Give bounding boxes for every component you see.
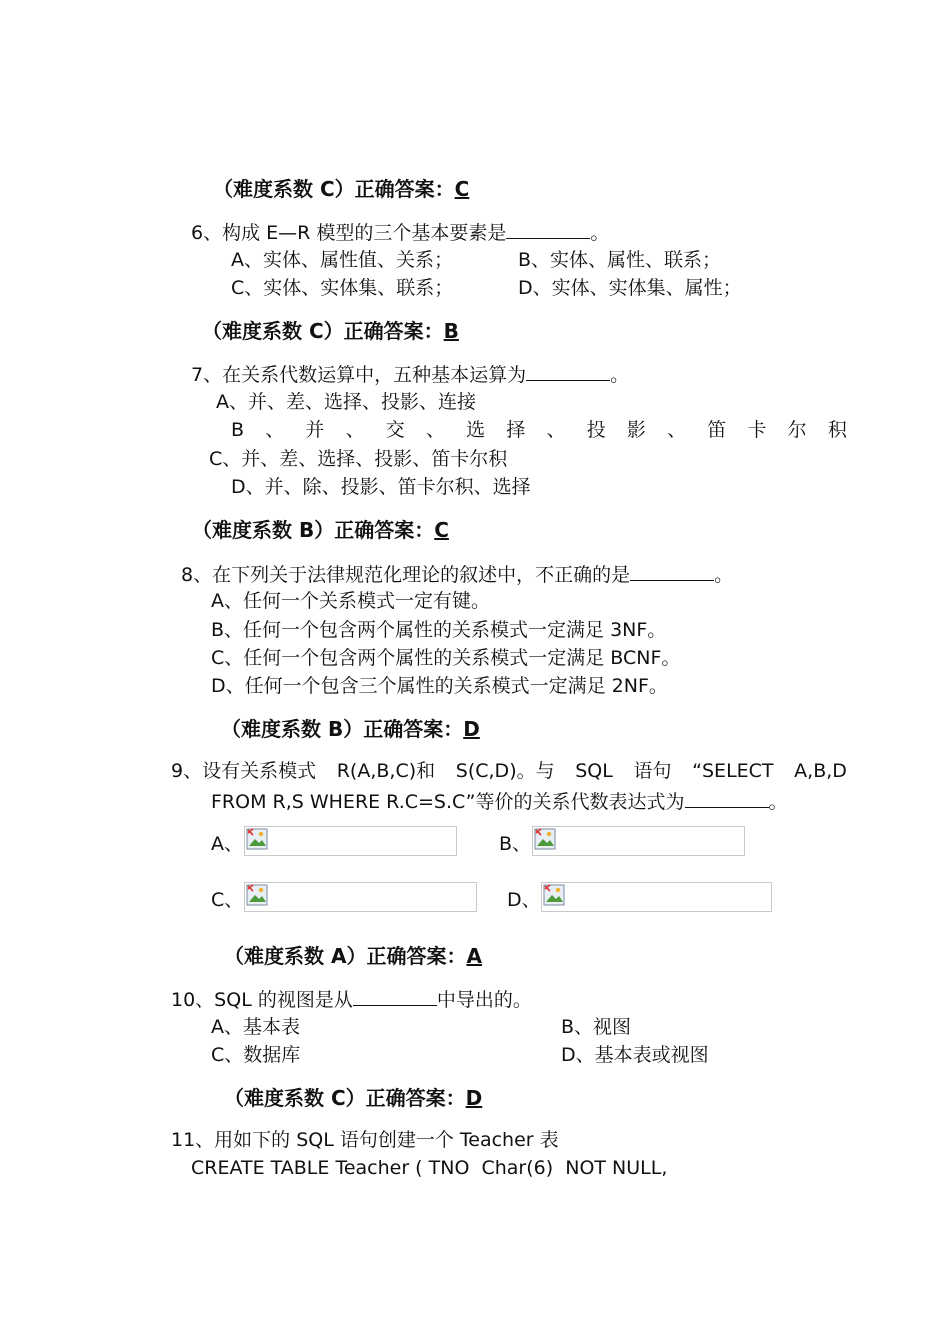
answer-label: （难度系数 A）正确答案： <box>224 944 467 968</box>
question-word: 语句 <box>633 760 672 782</box>
option-char: 影 <box>626 419 646 441</box>
answer-value: C <box>454 177 470 201</box>
option-char: 并 <box>305 419 325 441</box>
q9-option-d-image <box>541 882 772 912</box>
question-text: 6、构成 E—R 模型的三个基本要素是 <box>191 222 507 244</box>
option-char: 、 <box>667 419 687 441</box>
question-text: FROM R,S WHERE R.C=S.C”等价的关系代数表达式为 <box>211 791 685 813</box>
answer-line-q10 <box>224 1085 482 1111</box>
q9-option-c-label: C、 <box>211 889 244 911</box>
q8-option-d: D、任何一个包含三个属性的关系模式一定满足 2NF。 <box>211 675 668 697</box>
answer-line-q9 <box>224 943 482 969</box>
broken-image-icon <box>246 828 268 850</box>
answer-label: （难度系数 B）正确答案： <box>192 518 435 542</box>
answer-label: （难度系数 C）正确答案： <box>202 319 444 343</box>
answer-blank <box>353 986 437 1006</box>
question-9-stem-line1 <box>171 759 847 783</box>
question-6-stem <box>191 219 609 245</box>
question-word: 9、设有关系模式 <box>171 760 317 782</box>
question-7-stem <box>191 361 629 387</box>
question-word: S(C,D)。与 <box>455 760 555 782</box>
q9-option-b-label: B、 <box>499 833 532 855</box>
answer-blank <box>506 219 590 239</box>
option-char: 、 <box>265 419 285 441</box>
q10-option-a: A、基本表 <box>211 1016 300 1038</box>
q7-option-c: C、并、差、选择、投影、笛卡尔积 <box>209 448 508 470</box>
q7-option-d: D、并、除、投影、笛卡尔积、选择 <box>231 476 531 498</box>
question-text: 10、SQL 的视图是从 <box>171 989 353 1011</box>
option-char: 尔 <box>787 419 807 441</box>
answer-label: （难度系数 B）正确答案： <box>221 717 464 741</box>
question-text: 8、在下列关于法律规范化理论的叙述中，不正确的是 <box>181 564 631 586</box>
answer-blank <box>630 561 714 581</box>
q9-option-c-image <box>244 882 477 912</box>
q10-option-d: D、基本表或视图 <box>561 1044 709 1066</box>
question-suffix: 。 <box>768 791 788 813</box>
option-char: 、 <box>425 419 445 441</box>
question-8-stem <box>181 561 733 587</box>
option-char: B <box>231 419 245 441</box>
q9-option-b-image <box>532 826 745 856</box>
question-word: R(A,B,C)和 <box>336 760 436 782</box>
q10-option-b: B、视图 <box>561 1016 632 1038</box>
q8-option-c: C、任何一个包含两个属性的关系模式一定满足 BCNF。 <box>211 647 681 669</box>
option-char: 笛 <box>707 419 727 441</box>
option-char: 、 <box>546 419 566 441</box>
option-char: 择 <box>506 419 526 441</box>
question-suffix: 。 <box>610 364 630 386</box>
question-word: SQL <box>575 760 613 782</box>
option-char: 、 <box>345 419 365 441</box>
question-text: 7、在关系代数运算中，五种基本运算为 <box>191 364 527 386</box>
answer-line-q7 <box>192 517 449 543</box>
option-char: 投 <box>586 419 606 441</box>
question-11-sql: CREATE TABLE Teacher ( TNO Char(6) NOT NULL, <box>191 1157 668 1179</box>
q9-option-d-label: D、 <box>507 889 541 911</box>
answer-blank <box>685 788 769 808</box>
option-char: 选 <box>466 419 486 441</box>
q7-option-a: A、并、差、选择、投影、连接 <box>216 391 476 413</box>
q6-option-b: B、实体、属性、联系； <box>518 249 722 271</box>
answer-value: D <box>463 717 480 741</box>
question-word: “SELECT <box>692 760 774 782</box>
q8-option-b: B、任何一个包含两个属性的关系模式一定满足 3NF。 <box>211 619 667 641</box>
q6-option-c: C、实体、实体集、联系； <box>231 277 454 299</box>
broken-image-icon <box>543 884 565 906</box>
answer-value: B <box>443 319 459 343</box>
answer-value: D <box>465 1086 483 1110</box>
answer-value: A <box>466 944 482 968</box>
q6-option-d: D、实体、实体集、属性； <box>518 277 742 299</box>
broken-image-icon <box>246 884 268 906</box>
option-char: 卡 <box>747 419 767 441</box>
q9-option-a-label: A、 <box>211 833 243 855</box>
question-11-stem: 11、用如下的 SQL 语句创建一个 Teacher 表 <box>171 1129 559 1151</box>
answer-line-q8 <box>221 716 480 742</box>
question-suffix: 。 <box>590 222 610 244</box>
answer-label: （难度系数 C）正确答案： <box>224 1086 466 1110</box>
question-10-stem <box>171 986 532 1012</box>
q8-option-a: A、任何一个关系模式一定有键。 <box>211 590 490 612</box>
answer-line-q6 <box>202 318 459 344</box>
option-char: 交 <box>385 419 405 441</box>
answer-blank <box>526 361 610 381</box>
question-word: A,B,D <box>794 760 847 782</box>
question-suffix: 。 <box>714 564 734 586</box>
question-suffix: 中导出的。 <box>436 989 532 1011</box>
q6-option-a: A、实体、属性值、关系； <box>231 249 453 271</box>
question-9-stem-line2 <box>211 788 788 814</box>
q10-option-c: C、数据库 <box>211 1044 301 1066</box>
answer-label: （难度系数 C）正确答案： <box>213 177 455 201</box>
answer-value: C <box>434 518 449 542</box>
q9-option-a-image <box>244 826 457 856</box>
broken-image-icon <box>534 828 556 850</box>
option-char: 积 <box>827 419 847 441</box>
answer-line-q5 <box>213 176 469 202</box>
q7-option-b <box>231 418 847 442</box>
